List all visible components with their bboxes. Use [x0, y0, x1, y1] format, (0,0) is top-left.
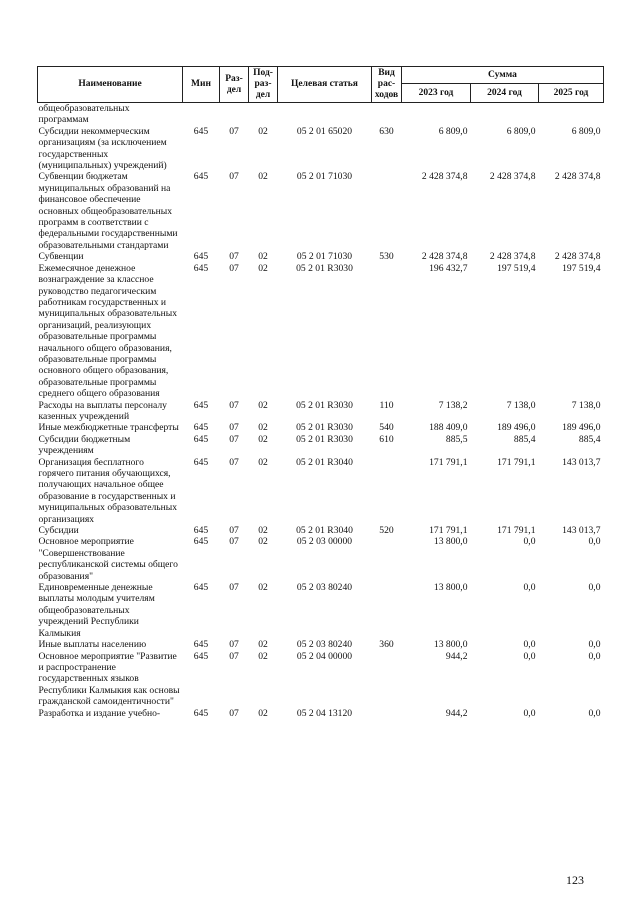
cell-y1: 171 791,1 [429, 456, 468, 468]
cell-podr: 02 [258, 456, 268, 468]
cell-min: 645 [193, 171, 209, 183]
cell-name: Организация бесплатного горячего питания обучающихся, получающих начальное общее образование в государственных и муниципальных образовательных организациях [38, 456, 177, 525]
cell-y3: 143 013,7 [562, 456, 601, 468]
cell-razd: 07 [229, 582, 239, 594]
cell-y2: 171 791,1 [497, 525, 536, 537]
cell-y2: 0,0 [523, 650, 536, 662]
cell-vid: 530 [379, 251, 394, 263]
table-row [38, 639, 604, 650]
cell-cel: 05 2 01 R3030 [296, 399, 353, 411]
cell-name: Ежемесячное денежное вознаграждение за классное руководство педагогическим работникам государственных и муниципальных образовательных организаций, реализующих образовательные программы начального общего образования, образовательные программы основного общего образования, образовательные программы среднего общего образования [38, 262, 177, 400]
cell-vid: 630 [379, 125, 394, 137]
cell-y1: 13 800,0 [433, 536, 468, 548]
cell-vid: 360 [379, 639, 394, 651]
table-row [38, 103, 604, 126]
cell-podr: 02 [258, 433, 268, 445]
cell-vid: 610 [379, 433, 394, 445]
cell-y1: 171 791,1 [429, 525, 468, 537]
table-header [38, 67, 604, 103]
cell-y3: 7 138,0 [571, 399, 601, 411]
cell-podr: 02 [258, 639, 268, 651]
cell-cel: 05 2 03 00000 [296, 536, 353, 548]
cell-y3: 0,0 [588, 707, 601, 719]
cell-y1: 6 809,0 [438, 125, 468, 137]
table-row [38, 708, 604, 719]
table-row [38, 400, 604, 423]
cell-cel: 05 2 01 R3040 [296, 456, 353, 468]
cell-razd: 07 [229, 639, 239, 651]
cell-podr: 02 [258, 125, 268, 137]
cell-y2: 6 809,0 [506, 125, 536, 137]
cell-y1: 13 800,0 [433, 639, 468, 651]
cell-y2: 0,0 [523, 639, 536, 651]
cell-razd: 07 [229, 262, 239, 274]
cell-cel: 05 2 01 R3030 [296, 262, 353, 274]
cell-razd: 07 [229, 125, 239, 137]
cell-y2: 171 791,1 [497, 456, 536, 468]
cell-y2 [471, 103, 539, 126]
table-row [38, 126, 604, 172]
cell-name: Субсидии [38, 525, 79, 537]
table-row [38, 434, 604, 457]
cell-y3: 0,0 [588, 650, 601, 662]
table-row [38, 263, 604, 400]
header-year-2025: 2025 год [539, 84, 604, 103]
cell-min: 645 [193, 707, 209, 719]
cell-name: Субсидии бюджетным учреждениям [38, 433, 131, 457]
cell-y3: 6 809,0 [571, 125, 601, 137]
cell-name: Иные межбюджетные трансферты [38, 422, 179, 434]
cell-name: общеобразовательных программам [38, 103, 130, 126]
cell-y3: 143 013,7 [562, 525, 601, 537]
cell-vid [372, 708, 402, 719]
page-number: 123 [566, 873, 584, 887]
cell-vid: 110 [379, 399, 394, 411]
cell-razd: 07 [229, 251, 239, 263]
budget-table-page [37, 66, 603, 719]
cell-min: 645 [193, 262, 209, 274]
cell-y2: 197 519,4 [497, 262, 536, 274]
cell-podr: 02 [258, 262, 268, 274]
header-razdel: Раз-дел [220, 67, 249, 103]
cell-razd: 07 [229, 536, 239, 548]
cell-razd: 07 [229, 399, 239, 411]
cell-cel: 05 2 03 80240 [296, 582, 353, 594]
cell-vid [372, 103, 402, 126]
cell-y3 [539, 103, 604, 126]
cell-min: 645 [193, 422, 209, 434]
cell-name: Субвенции [38, 251, 84, 263]
cell-y2: 189 496,0 [497, 422, 536, 434]
cell-y2: 0,0 [523, 536, 536, 548]
cell-y3: 0,0 [588, 536, 601, 548]
cell-min: 645 [193, 251, 209, 263]
cell-y1: 944,2 [445, 707, 468, 719]
cell-cel: 05 2 03 80240 [296, 639, 353, 651]
table-row [38, 251, 604, 262]
cell-vid [372, 171, 402, 251]
cell-razd [220, 103, 249, 126]
cell-y3: 197 519,4 [562, 262, 601, 274]
cell-podr: 02 [258, 707, 268, 719]
cell-y1: 13 800,0 [433, 582, 468, 594]
cell-y1 [402, 103, 471, 126]
cell-podr: 02 [258, 650, 268, 662]
cell-y2: 0,0 [523, 707, 536, 719]
cell-y1: 2 428 374,8 [421, 251, 468, 263]
cell-razd: 07 [229, 707, 239, 719]
cell-y1: 7 138,2 [438, 399, 468, 411]
cell-podr [249, 103, 278, 126]
cell-vid: 520 [379, 525, 394, 537]
cell-min: 645 [193, 582, 209, 594]
cell-vid: 540 [379, 422, 394, 434]
cell-razd: 07 [229, 525, 239, 537]
cell-name: Субсидии некоммерческим организациям (за исключением государственных (муниципальных) учреждений) [38, 125, 167, 172]
table-row [38, 525, 604, 536]
cell-min: 645 [193, 433, 209, 445]
header-vid: Вид рас-ходов [372, 67, 402, 103]
cell-min: 645 [193, 525, 209, 537]
cell-razd: 07 [229, 650, 239, 662]
cell-y3: 0,0 [588, 582, 601, 594]
header-year-2024: 2024 год [471, 84, 539, 103]
cell-vid [372, 263, 402, 400]
cell-name: Субвенции бюджетам муниципальных образований на финансовое обеспечение основных общеобразовательных программ в соответствии с федеральными государственными образовательными стандартами [38, 171, 178, 251]
cell-cel: 05 2 01 R3030 [296, 422, 353, 434]
cell-cel: 05 2 01 R3040 [296, 525, 353, 537]
table-row [38, 171, 604, 251]
cell-podr: 02 [258, 536, 268, 548]
cell-cel: 05 2 04 00000 [296, 650, 353, 662]
budget-table [37, 66, 604, 719]
table-row [38, 651, 604, 708]
cell-y3: 2 428 374,8 [554, 171, 601, 183]
cell-podr: 02 [258, 525, 268, 537]
cell-min: 645 [193, 639, 209, 651]
cell-y1: 944,2 [445, 650, 468, 662]
cell-min: 645 [193, 536, 209, 548]
cell-razd: 07 [229, 171, 239, 183]
cell-y1: 2 428 374,8 [421, 171, 468, 183]
cell-vid [372, 651, 402, 708]
header-name: Наименование [38, 67, 183, 103]
table-row [38, 457, 604, 525]
cell-cel [278, 103, 372, 126]
cell-min: 645 [193, 399, 209, 411]
cell-razd: 07 [229, 422, 239, 434]
cell-name: Основное мероприятие "Совершенствование республиканской системы общего образования" [38, 536, 178, 582]
cell-y2: 7 138,0 [506, 399, 536, 411]
cell-vid [372, 536, 402, 582]
cell-min: 645 [193, 125, 209, 137]
cell-y2: 0,0 [523, 582, 536, 594]
cell-y2: 2 428 374,8 [489, 171, 536, 183]
header-podrazdel: Под-раз-дел [249, 67, 278, 103]
cell-cel: 05 2 01 71030 [296, 251, 353, 263]
cell-podr: 02 [258, 422, 268, 434]
table-row [38, 582, 604, 639]
table-row [38, 536, 604, 582]
cell-vid [372, 582, 402, 639]
cell-y3: 2 428 374,8 [554, 251, 601, 263]
cell-y1: 188 409,0 [429, 422, 468, 434]
cell-y3: 885,4 [578, 433, 601, 445]
cell-y1: 885,5 [445, 433, 468, 445]
cell-podr: 02 [258, 399, 268, 411]
header-celevaya: Целевая статья [278, 67, 372, 103]
cell-name: Иные выплаты населению [38, 639, 147, 651]
cell-razd: 07 [229, 433, 239, 445]
header-min: Мин [183, 67, 220, 103]
cell-y2: 2 428 374,8 [489, 251, 536, 263]
cell-y3: 189 496,0 [562, 422, 601, 434]
cell-name: Разработка и издание учебно- [38, 707, 161, 719]
cell-cel: 05 2 01 R3030 [296, 433, 353, 445]
cell-cel: 05 2 01 65020 [296, 125, 353, 137]
header-year-2023: 2023 год [402, 84, 471, 103]
cell-name: Основное мероприятие "Развитие и распространение государственных языков Республики Калмыкия как основы гражданской самоидентичности" [38, 650, 180, 708]
cell-name: Единовременные денежные выплаты молодым учителям общеобразовательных учреждений Республики Калмыкия [38, 582, 155, 639]
cell-cel: 05 2 01 71030 [296, 171, 353, 183]
cell-vid [372, 457, 402, 525]
table-row [38, 422, 604, 433]
cell-y3: 0,0 [588, 639, 601, 651]
cell-name: Расходы на выплаты персоналу казенных учреждений [38, 399, 167, 422]
cell-podr: 02 [258, 171, 268, 183]
table-body [38, 103, 604, 719]
cell-podr: 02 [258, 251, 268, 263]
cell-razd: 07 [229, 456, 239, 468]
cell-min [183, 103, 220, 126]
cell-min: 645 [193, 456, 209, 468]
cell-podr: 02 [258, 582, 268, 594]
header-summa: Сумма [402, 67, 604, 84]
cell-y2: 885,4 [513, 433, 536, 445]
cell-y1: 196 432,7 [429, 262, 468, 274]
cell-min: 645 [193, 650, 209, 662]
cell-cel: 05 2 04 13120 [296, 707, 353, 719]
